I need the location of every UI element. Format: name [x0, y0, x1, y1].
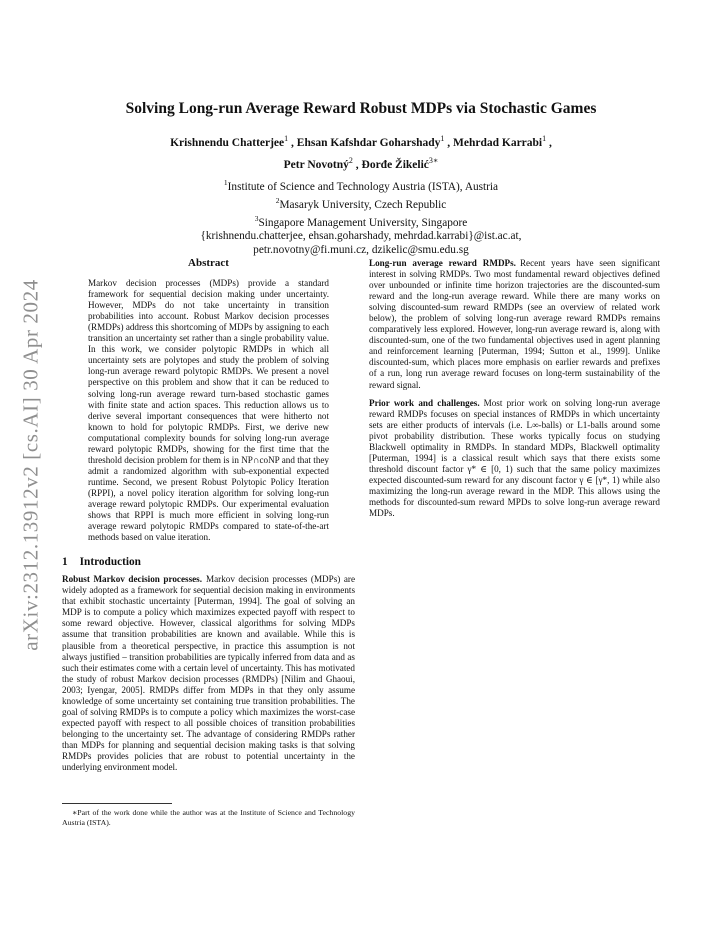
left-column	[62, 258, 355, 773]
intro-paragraph	[62, 574, 355, 773]
right-column	[369, 258, 660, 519]
footnote: ∗Part of the work done while the author was at the Institute of Science and Technology Austria (ISTA).	[62, 808, 355, 827]
paper-header	[88, 100, 634, 257]
abstract-text: Markov decision processes (MDPs) provide a standard framework for sequential decision making under uncertainty. However, MDPs do not take uncertainty in transition probabilities into account. Robust Markov decision processes (RMDPs) address this shortcoming of MDPs by assigning to each transition an uncertainty set rather than a single probability value. In this work, we consider polytopic RMDPs in which all uncertainty sets are polytopes and study the problem of solving long-run average reward polytopic RMDPs. We present a novel perspective on this problem and show that it can be reduced to solving long-run average reward turn-based stochastic games with finite state and action spaces. This reduction allows us to derive several important consequences that were hitherto not known to hold for polytopic RMDPs. First, we derive new computational complexity bounds for solving long-run average reward polytopic RMDPs, showing for the first time that the threshold decision problem for them is in NP∩coNP and that they admit a randomized algorithm with sub-exponential expected runtime. Second, we present Robust Polytopic Policy Iteration (RPPI), a novel policy iteration algorithm for solving long-run average reward polytopic RMDPs. Our experimental evaluation shows that RPPI is much more efficient in solving long-run average reward polytopic RMDPs compared to state-of-the-art methods based on value iteration.	[88, 278, 329, 543]
footnote-rule	[62, 803, 172, 804]
author-affiliation-mark: 1	[542, 134, 547, 143]
author-name: Đorđe Žikelić	[361, 158, 429, 171]
paragraph-heading: Long-run average reward RMDPs.	[369, 258, 516, 268]
email-line: {krishnendu.chatterjee, ehsan.goharshady, mehrdad.karrabi}@ist.ac.at,	[200, 230, 522, 243]
author-name: Krishnendu Chatterjee	[170, 136, 285, 149]
author-affiliation-mark: 1	[284, 134, 289, 143]
section-number: 1	[62, 556, 68, 569]
authors-line-2: Petr Novotný$^2$ , Đorđe Žikelić$^{3∗}$	[283, 155, 439, 171]
arxiv-id: arXiv:2312.13912v2 [cs.AI] 30 Apr 2024	[18, 279, 43, 651]
body-paragraph	[369, 398, 660, 520]
author-affiliation-mark: 3∗	[428, 155, 439, 165]
paper-title: Solving Long-run Average Reward Robust MDPs via Stochastic Games	[125, 100, 597, 117]
section-title: Introduction	[79, 556, 141, 569]
author-affiliation-mark: 2	[348, 155, 353, 165]
affiliation: $^1$Institute of Science and Technology Austria (ISTA), Austria	[223, 177, 499, 193]
authors-line-1: Krishnendu Chatterjee$^1$ , Ehsan Kafshdar Goharshady$^1$ , Mehrdad Karrabi$^1$ ,	[170, 134, 552, 149]
arxiv-stamp	[20, 255, 42, 675]
author-name: Ehsan Kafshdar Goharshady	[296, 136, 441, 149]
paragraph-text: Markov decision processes (MDPs) are widely adopted as a framework for sequential decision making in environments that exhibit stochastic uncertainty [Puterman, 1994]. The goal of solving an MDP is to compute a policy which maximizes expected payoff with respect to some reward objective. However, classical algorithms for solving MDPs assume that transition probabilities are known and available. While this is plausible from a theoretical perspective, in practice this assumption is not always justified – transition probabilities are typically inferred from data and as such their estimates come with a certain level of uncertainty. This has motivated the study of robust Markov decision processes (RMDPs) [Nilim and Ghaoui, 2003; Iyengar, 2005]. RMDPs differ from MDPs in that they only assume knowledge of some uncertainty set containing true transition probabilities. The goal of solving RMDPs is to compute a policy which maximizes the worst-case expected payoff with respect to all possible choices of transition probabilities belonging to the uncertainty set. The advantage of considering RMDPs rather than MDPs for planning and sequential decision making tasks is that solving RMDPs provides policies that are robust to potential uncertainty in the underlying environment model.	[62, 574, 355, 773]
paragraph-heading: Prior work and challenges.	[369, 397, 480, 408]
paragraph-text: Most prior work on solving long-run average reward RMDPs focuses on special instances of RMDPs in which uncertainty sets are either products of intervals (i.e. L∞-balls) or L1-balls around some pivot probability distribution. These works typically focus on studying Blackwell optimality in RMDPs. In standard MDPs, Blackwell optimality [Puterman, 1994] is a classical result which says that there exists some threshold discount factor γ* ∈ [0, 1) such that the same policy maximizes expected discounted-sum reward for any discount factor γ ∈ [γ*, 1) while also maximizing the long-run average reward in the MDP. This allows using the methods for discounted-sum reward MPDs to solve long-run average reward MDPs.	[369, 397, 660, 519]
affiliation: $^2$Masaryk University, Czech Republic	[275, 195, 447, 211]
email-line: petr.novotny@fi.muni.cz, dzikelic@smu.edu.sg	[253, 243, 469, 256]
author-name: Mehrdad Karrabi	[453, 136, 543, 149]
author-name: Petr Novotný	[283, 158, 349, 171]
affiliation: $^3$Singapore Management University, Singapore	[254, 214, 468, 229]
paragraph-heading: Robust Markov decision processes.	[62, 574, 202, 585]
paragraph-text: Recent years have seen significant interest in solving RMDPs. Two most fundamental reward objectives defined over unbounded or infinite time horizon trajectories are the discounted-sum reward and the long-run average reward. While there are many works on solving discounted-sum reward RMDPs (see an overview of related work below), the problem of solving long-run average reward RMDPs remains comparatively less explored. However, long-run average reward is, along with discounted-sum, one of the two fundamental objectives used in agent planning and reinforcement learning [Puterman, 1994; Sutton et al., 1999]. Unlike discounted-sum, which places more emphasis on earlier rewards and prefixes of a run, long run average reward focuses on long-term sustainability of the reward signal.	[369, 258, 661, 390]
abstract-heading: Abstract	[188, 257, 229, 269]
author-affiliation-mark: 1	[440, 134, 445, 143]
footnote-area	[62, 793, 355, 827]
body-paragraph	[369, 258, 660, 391]
section-heading	[62, 557, 355, 568]
